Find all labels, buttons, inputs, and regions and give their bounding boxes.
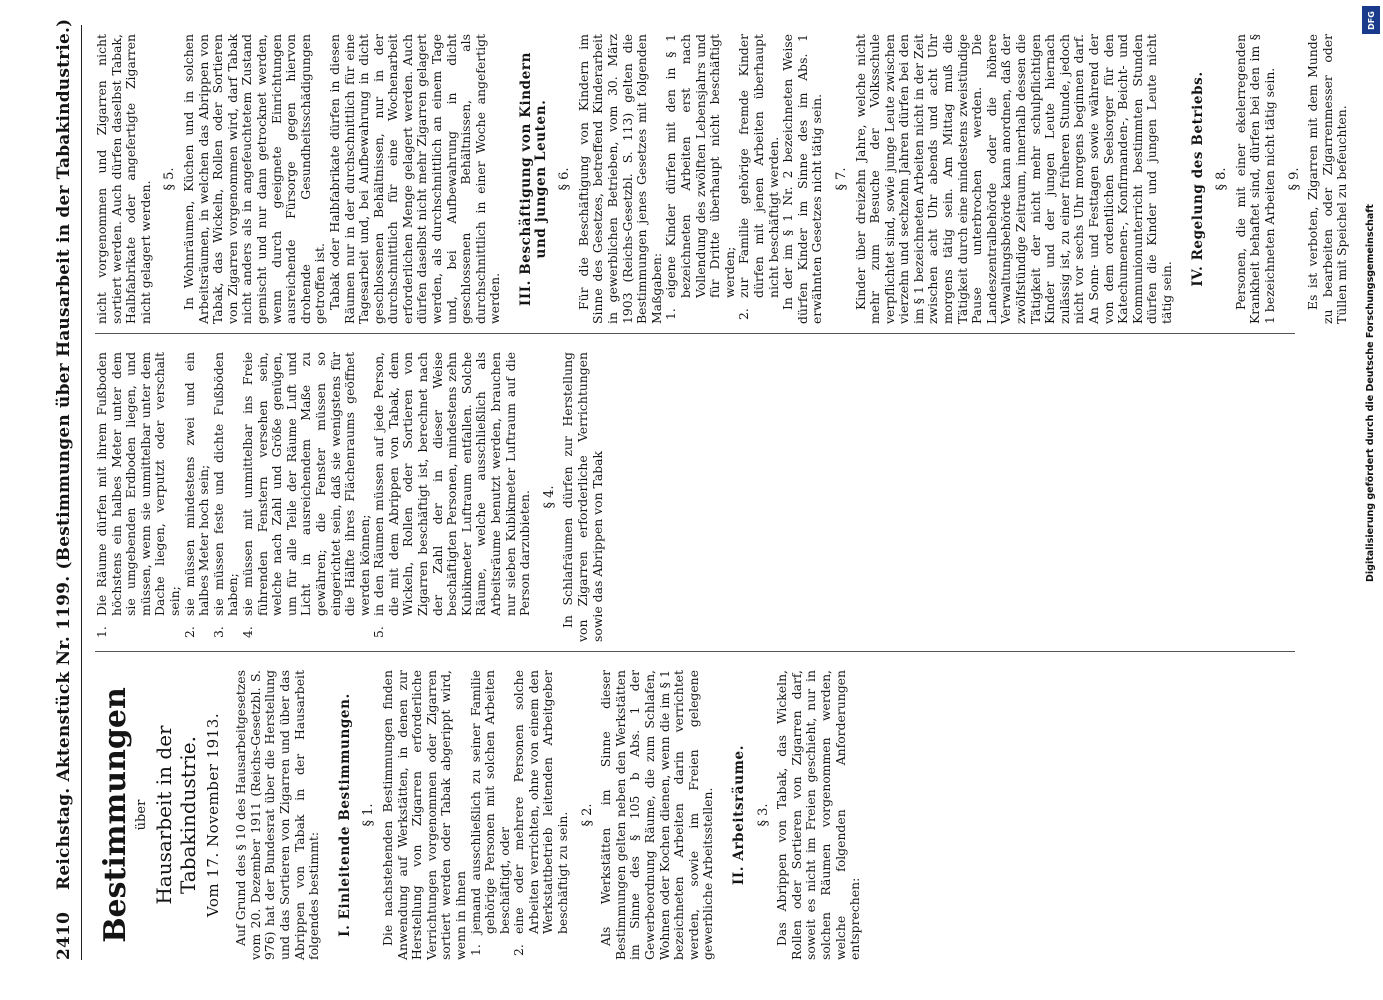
column-1 — [95, 670, 1335, 960]
paragraph-text: Es ist verboten, Zigarren mit dem Munde zu bearbeiten oder Zigarrenmesser oder Tüllen mit Speichel zu befeuchten. — [1305, 34, 1350, 324]
item-text: zur Familie gehörige fremde Kinder dürfen mit jenen Arbeiten überhaupt nicht beschäftigt werden. — [736, 34, 781, 298]
item-number: 1. — [467, 944, 483, 956]
paragraph-number: § 1. — [361, 803, 377, 827]
paragraph-number: § 6. — [557, 167, 573, 191]
column-3 — [94, 34, 1350, 324]
paragraph-text: Das Abrippen von Tabak, das Wickeln, Rollen oder Sortieren von Zigarren darf, soweit es nicht im Freien geschieht, nur in solchen Räumen vorgenommen werden, welche folgenden Anforderungen entsprechen: — [774, 670, 863, 960]
item-number: 1. — [94, 626, 109, 638]
item-number: 3. — [210, 626, 226, 638]
list-item — [511, 670, 571, 956]
item-text: sie müssen mit unmittelbar ins Freie führenden Fenstern versehen sein, welche nach Zahl und Größe genügen, um für alle Teile der Räume Luft und Licht in ausreichendem Maße zu gewähren; die Fenster müssen so eingerichtet sein, daß sie wenigstens für die Hälfte ihres Flächenraums geöffnet werden können; — [239, 352, 372, 616]
item-text: sie müssen mindestens zwei und ein halbes Meter hoch sein; — [181, 352, 212, 616]
list-item — [239, 352, 372, 638]
item-number: 4. — [239, 626, 255, 638]
digitization-notice: Digitalisierung gefördert durch die Deutsche Forschungsgemeinschaft — [1365, 204, 1376, 582]
paragraph-text: Für die Beschäftigung von Kindern im Sinne des Gesetzes, betreffend Kinderarbeit in gewerblichen Betrieben, vom 30. März 1903 (Reichs-Gesetzbl. S. 113) gelten die Bestimmungen jenes Gesetzes mit folgenden Maßgaben: — [575, 34, 664, 324]
item-number: 2. — [511, 944, 527, 956]
paragraph-text: Personen, die mit einer ekelerregenden Krankheit behaftet sind, dürfen bei den im § 1 bezeichneten Arbeiten nicht tätig sein. — [1232, 34, 1277, 324]
paragraph-text: Tabak oder Halbfabrikate dürfen in diesen Räumen nur in der durchschnittlich für eine Tagesarbeit und, bei Aufbewahrung in dicht geschlossenen Behältnissen, nur in der durchschnittlich für eine Wochenarbeit erforderlichen Menge gelagert werden. Auch dürfen daselbst nicht mehr Zigarren gelagert werden, als durchschnittlich an einem Tage und, bei Aufbewahrung in dicht geschlossenen Behältnissen, als durchschnittlich in einer Woche angefertigt werden. — [326, 34, 503, 324]
paragraph-number: § 7. — [833, 167, 849, 191]
document-page — [54, 18, 1350, 960]
column-divider — [95, 651, 1295, 652]
paragraph-text: In Schlafräumen dürfen zur Herstellung von Zigarren erforderliche Verrichtungen sowie das Abrippen von Tabak — [560, 352, 605, 642]
item-number: 2. — [736, 308, 752, 320]
item-text: eigene Kinder dürfen mit den in § 1 bezeichneten Arbeiten erst nach Vollendung des zwölften Lebensjahrs und für Dritte überhaupt nicht beschäftigt werden; — [663, 34, 737, 298]
item-list — [469, 670, 571, 960]
section-heading: III. Beschäftigung von Kindern und jungen Leuten. — [518, 51, 549, 307]
running-title: Reichstag. Aktenstück Nr. 1199. (Bestimmungen über Hausarbeit in der Tabakindustrie.) — [54, 18, 74, 890]
paragraph-text: In der im § 1 Nr. 2 bezeichneten Weise dürfen Kinder im Sinne des im Abs. 1 erwähnten Gesetzes nicht tätig sein. — [780, 34, 825, 324]
paragraph-number: § 4. — [541, 485, 557, 509]
paragraph-number: § 2. — [579, 803, 595, 827]
item-list — [95, 352, 533, 642]
column-2 — [95, 352, 1335, 642]
page-number: 2410 — [54, 911, 74, 960]
paragraph-number: § 9. — [1286, 167, 1302, 191]
paragraph-number: § 3. — [755, 803, 771, 827]
item-text: sie müssen feste und dichte Fußböden haben; — [210, 352, 241, 616]
paragraph-number: § 5. — [162, 167, 178, 191]
list-item — [210, 352, 241, 638]
intro-paragraph: Auf Grund des § 10 des Hausarbeitgesetzes vom 20. Dezember 1911 (Reichs-Gesetzbl. S. 976) hat der Bundesrat über die Herstellung und das Sortieren von Zigarren und über das Abrippen von Tabak in der Hausarbeit folgendes bestimmt: — [233, 670, 322, 960]
item-number: 5. — [371, 626, 387, 638]
list-item — [467, 670, 513, 956]
document-title: Bestimmungen — [98, 687, 133, 943]
paragraph-text: In Wohnräumen, Küchen und in solchen Arbeitsräumen, in welchen das Abrippen von Tabak, das Wickeln, Rollen oder Sortieren von Zigarren vorgenommen wird, darf Tabak nicht anders als in angefeuchtetem Zustand gemischt und nur dann getrocknet werden, wenn durch geeignete Einrichtungen ausreichende Fürsorge gegen hiervon drohende Gesundheitsschädigungen getroffen ist. — [180, 34, 328, 324]
section-heading: IV. Regelung des Betriebs. — [1189, 71, 1206, 287]
list-item — [94, 352, 183, 638]
paragraph-text: Die nachstehenden Bestimmungen finden Anwendung auf Werkstätten, in denen zur Herstellung von Zigarren erforderliche Verrichtungen vorgenommen oder Zigarren sortiert werden oder Tabak abgerippt wird, wenn in ihnen — [379, 670, 468, 960]
item-list — [664, 34, 781, 324]
paragraph-text: Kinder über dreizehn Jahre, welche nicht mehr zum Besuche der Volksschule verpflichtet sind, sowie junge Leute zwischen vierzehn und sechzehn Jahren dürfen bei den im § 1 bezeichneten Arbeiten nicht in der Zeit zwischen acht Uhr abends und acht Uhr morgens tätig sein. Am Mittag muß die Tätigkeit durch eine mindestens zweistündige Pause unterbrochen werden. Die Landeszentralbehörde oder die höhere Verwaltungsbehörde kann anordnen, daß der zwölfstündige Zeitraum, innerhalb dessen die Tätigkeit der nicht mehr schulpflichtigen Kinder und der jungen Leute hiernach zulässig ist, zu einer früheren Stunde, jedoch nicht vor sechs Uhr morgens beginnen darf. An Sonn- und Festtagen sowie während der von dem ordentlichen Seelsorger für den Katechumenen-, Konfirmanden-, Beicht- und Kommunionunterricht bestimmten Stunden dürfen die Kinder und jungen Leute nicht tätig sein. — [852, 34, 1174, 324]
document-date: Vom 17. November 1913. — [203, 712, 222, 918]
paragraph-number: § 8. — [1214, 167, 1230, 191]
title-connector: über — [134, 799, 149, 831]
section-heading: II. Arbeitsräume. — [731, 744, 747, 886]
list-item — [181, 352, 212, 638]
paragraph-continuation: nicht vorgenommen und Zigarren nicht sortiert werden. Auch dürfen daselbst Tabak, Halbfabrikate oder angefertigte Zigarren nicht gelagert werden. — [94, 34, 153, 324]
list-item — [371, 352, 533, 638]
list-item — [736, 34, 781, 320]
item-number: 1. — [663, 308, 679, 320]
item-text: Die Räume dürfen mit ihrem Fußboden höchstens ein halbes Meter unter dem sie umgebenden Erdboden liegen, und müssen, wenn sie unmittelbar unter dem Dache liegen, verputzt oder verschalt sein; — [94, 352, 182, 616]
section-heading: I. Einleitende Bestimmungen. — [336, 693, 353, 937]
document-subtitle: Hausarbeit in der Tabakindustrie. — [151, 725, 200, 905]
item-text: in den Räumen müssen auf jede Person, die mit dem Abrippen von Tabak, dem Wickeln, Rollen oder Sortieren von Zigarren beschäftigt ist, berechnet nach der Zahl der in dieser Weise beschäftigten Personen, mindestens zehn Kubikmeter Luftraum entfallen. Solche Räume, welche ausschließlich als Arbeitsräume benutzt werden, brauchen nur sieben Kubikmeter Luftraum auf die Person darzubieten. — [371, 352, 533, 616]
item-number: 2. — [181, 626, 197, 638]
list-item — [663, 34, 737, 320]
digitization-strip — [1362, 6, 1380, 996]
item-text: eine oder mehrere Personen solche Arbeiten verrichten, ohne von einem den Werkstattbetrieb leitenden Arbeitgeber beschäftigt zu sein. — [511, 670, 571, 934]
column-divider — [95, 333, 1295, 334]
paragraph-text: Als Werkstätten im Sinne dieser Bestimmungen gelten neben den Werkstätten im Sinne des § 105 b Abs. 1 der Gewerbeordnung Räume, die zum Schlafen, Wohnen oder Kochen dienen, wenn die im § 1 bezeichneten Arbeiten darin verrichtet werden, sowie im Freien gelegene gewerbliche Arbeitsstellen. — [598, 670, 716, 960]
running-header — [54, 18, 82, 960]
dfg-logo-text: DFG — [1366, 10, 1376, 30]
item-text: jemand ausschließlich zu seiner Familie gehörige Personen mit solchen Arbeiten beschäftigt, oder — [467, 670, 512, 934]
